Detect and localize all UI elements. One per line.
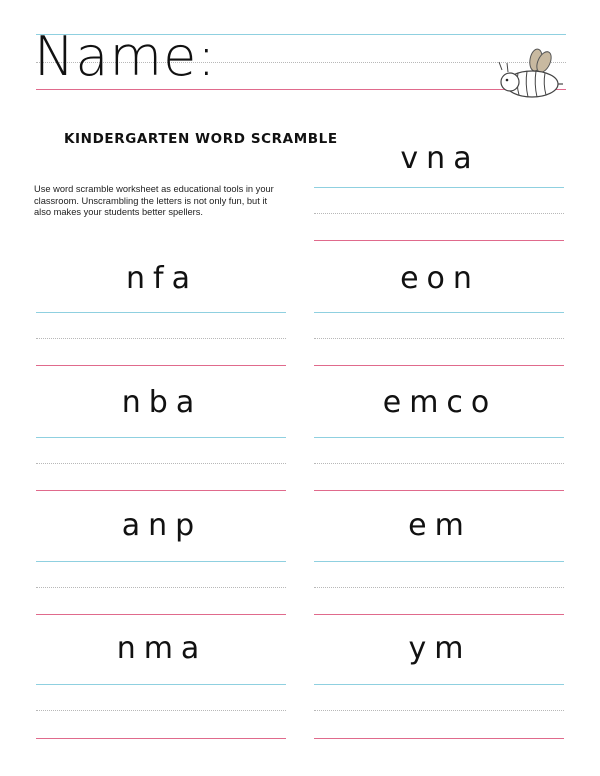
answer-guide-mid <box>314 463 564 464</box>
answer-guide-top <box>36 312 286 313</box>
answer-guide-top <box>36 437 286 438</box>
scramble-word-left: nma <box>116 631 208 666</box>
scramble-word-left: anp <box>121 508 203 543</box>
answer-guide-base <box>314 490 564 491</box>
answer-guide-mid <box>36 587 286 588</box>
answer-guide-top <box>314 561 564 562</box>
answer-guide-base <box>36 614 286 615</box>
answer-guide-mid <box>36 338 286 339</box>
answer-guide-mid <box>314 338 564 339</box>
worksheet-title: KINDERGARTEN WORD SCRAMBLE <box>64 131 338 147</box>
answer-guide-mid <box>314 710 564 711</box>
answer-guide-base <box>314 240 564 241</box>
answer-guide-base <box>36 490 286 491</box>
answer-guide-top <box>314 684 564 685</box>
scramble-word-left: nba <box>121 385 203 420</box>
answer-guide-base <box>36 738 286 739</box>
scramble-word-right: vna <box>400 141 480 176</box>
answer-guide-base <box>36 365 286 366</box>
answer-guide-top <box>314 187 564 188</box>
scramble-word-right: ym <box>408 631 472 666</box>
scramble-word-right: emco <box>382 385 498 420</box>
bee-icon <box>494 46 564 106</box>
answer-guide-top <box>314 312 564 313</box>
answer-guide-mid <box>36 463 286 464</box>
scramble-word-left: nfa <box>126 261 198 296</box>
answer-guide-mid <box>314 213 564 214</box>
name-label: Name: <box>34 25 217 88</box>
answer-guide-top <box>314 437 564 438</box>
name-guide-base <box>36 89 566 90</box>
answer-guide-mid <box>36 710 286 711</box>
answer-guide-base <box>314 738 564 739</box>
answer-guide-top <box>36 561 286 562</box>
scramble-word-right: eon <box>400 261 480 296</box>
answer-guide-base <box>314 614 564 615</box>
answer-guide-mid <box>314 587 564 588</box>
answer-guide-base <box>314 365 564 366</box>
scramble-word-right: em <box>408 508 472 543</box>
worksheet-description: Use word scramble worksheet as educational tools in your classroom. Unscrambling the letters is not only fun, but it also makes your students better spellers. <box>34 184 274 218</box>
answer-guide-top <box>36 684 286 685</box>
